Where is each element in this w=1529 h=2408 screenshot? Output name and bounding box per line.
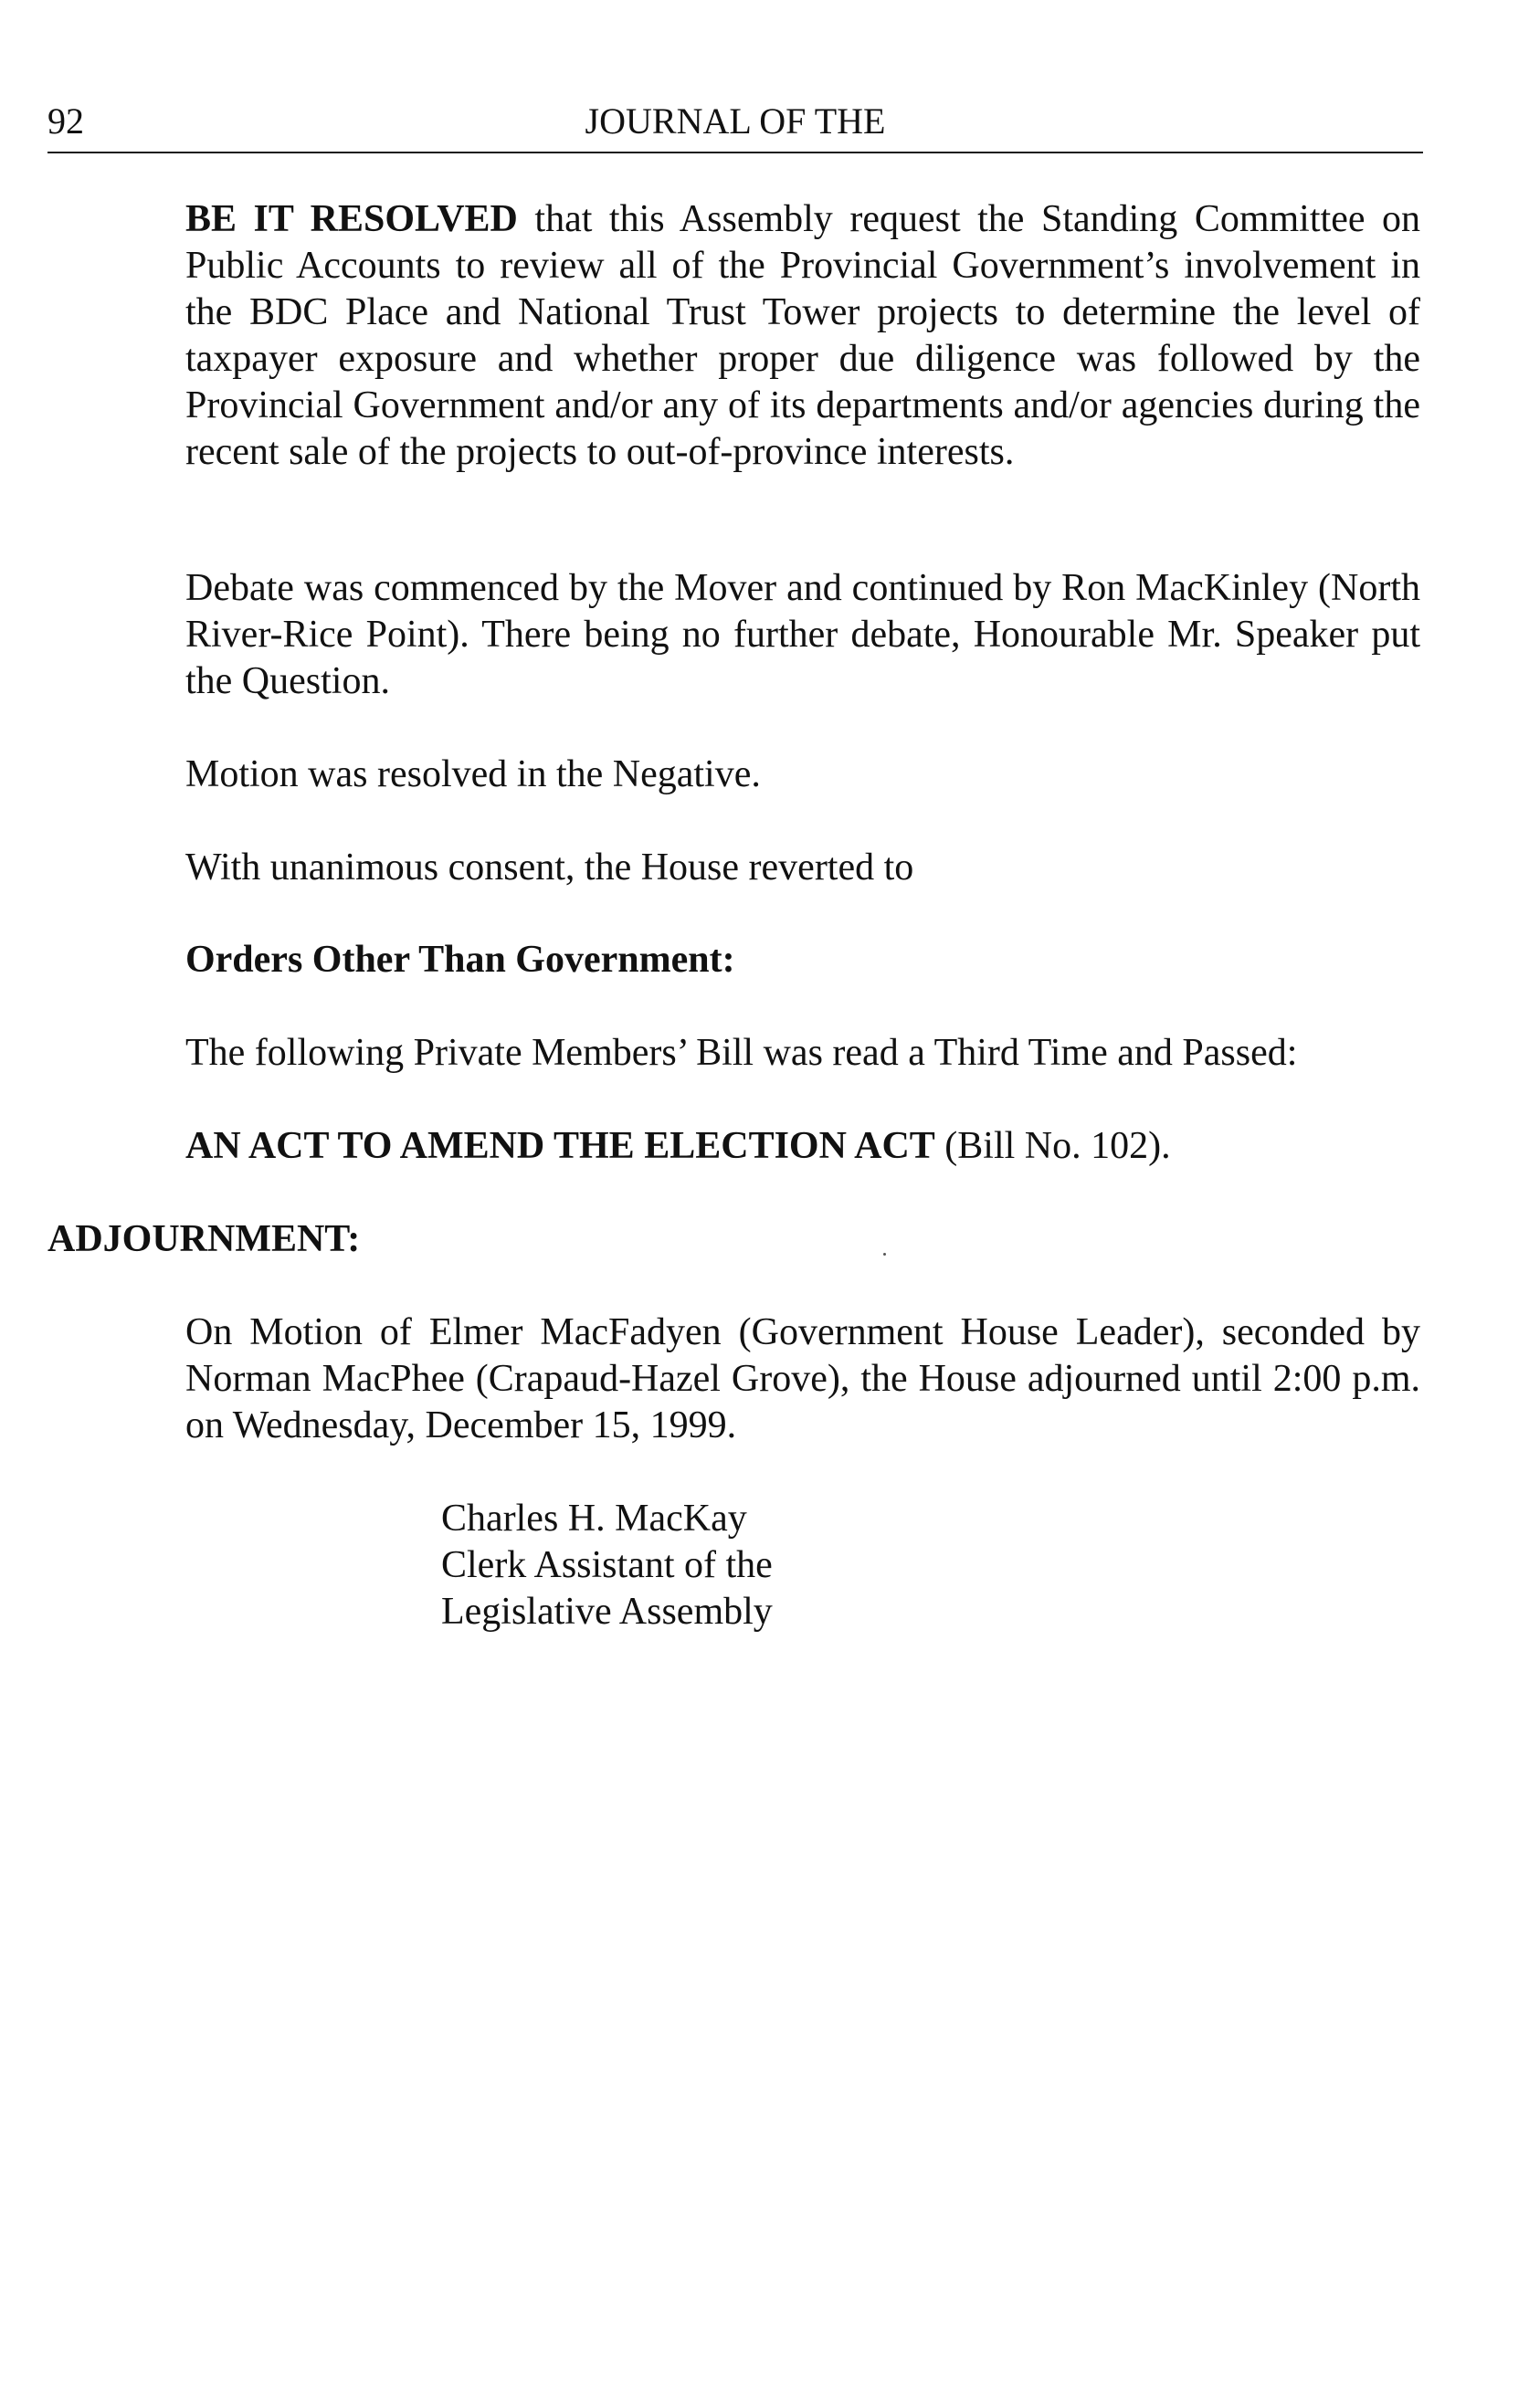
- third-reading-text: The following Private Members’ Bill was read a Third Time and Passed:: [185, 1032, 1298, 1074]
- motion-result: Motion was resolved in the Negative.: [185, 753, 761, 795]
- signatory-title-line2: Legislative Assembly: [441, 1591, 773, 1633]
- signatory-name: Charles H. MacKay: [441, 1498, 747, 1540]
- resolution-text: that this Assembly request the Standing Committee on Public Accounts to review all of the Provincial Government’s involvement in the BDC Place and National Trust Tower projects to determine the level of taxpayer exposure and whether proper due diligence was followed by the Provincial Government and/or any of its departments and/or agencies during the recent sale of the projects to out-of-province interests.: [185, 198, 1420, 473]
- scan-speck: [883, 1253, 886, 1256]
- resolution-lead: BE IT RESOLVED: [185, 198, 518, 240]
- adjournment-paragraph: On Motion of Elmer MacFadyen (Government House Leader), seconded by Norman MacPhee (Crapaud-Hazel Grove), the House adjourned until 2:00 p.m. on Wednesday, December 15, 1999.: [185, 1311, 1420, 1446]
- reverted-text: With unanimous consent, the House reverted to: [185, 846, 914, 889]
- page-number: 92: [47, 100, 84, 142]
- adjournment-heading: ADJOURNMENT:: [47, 1218, 361, 1260]
- debate-paragraph: Debate was commenced by the Mover and continued by Ron MacKinley (North River-Rice Point). There being no further debate, Honourable Mr. Speaker put the Question.: [185, 567, 1420, 702]
- running-head: [47, 99, 1423, 153]
- signatory-title-line1: Clerk Assistant of the: [441, 1544, 773, 1586]
- journal-title: JOURNAL OF THE: [585, 100, 886, 142]
- bill-title: AN ACT TO AMEND THE ELECTION ACT: [185, 1125, 935, 1167]
- signature-block: [441, 1496, 773, 1635]
- resolution-paragraph: [185, 196, 1420, 476]
- orders-heading: Orders Other Than Government:: [185, 939, 735, 981]
- bill-line: [185, 1123, 1420, 1170]
- bill-number: (Bill No. 102).: [934, 1125, 1171, 1167]
